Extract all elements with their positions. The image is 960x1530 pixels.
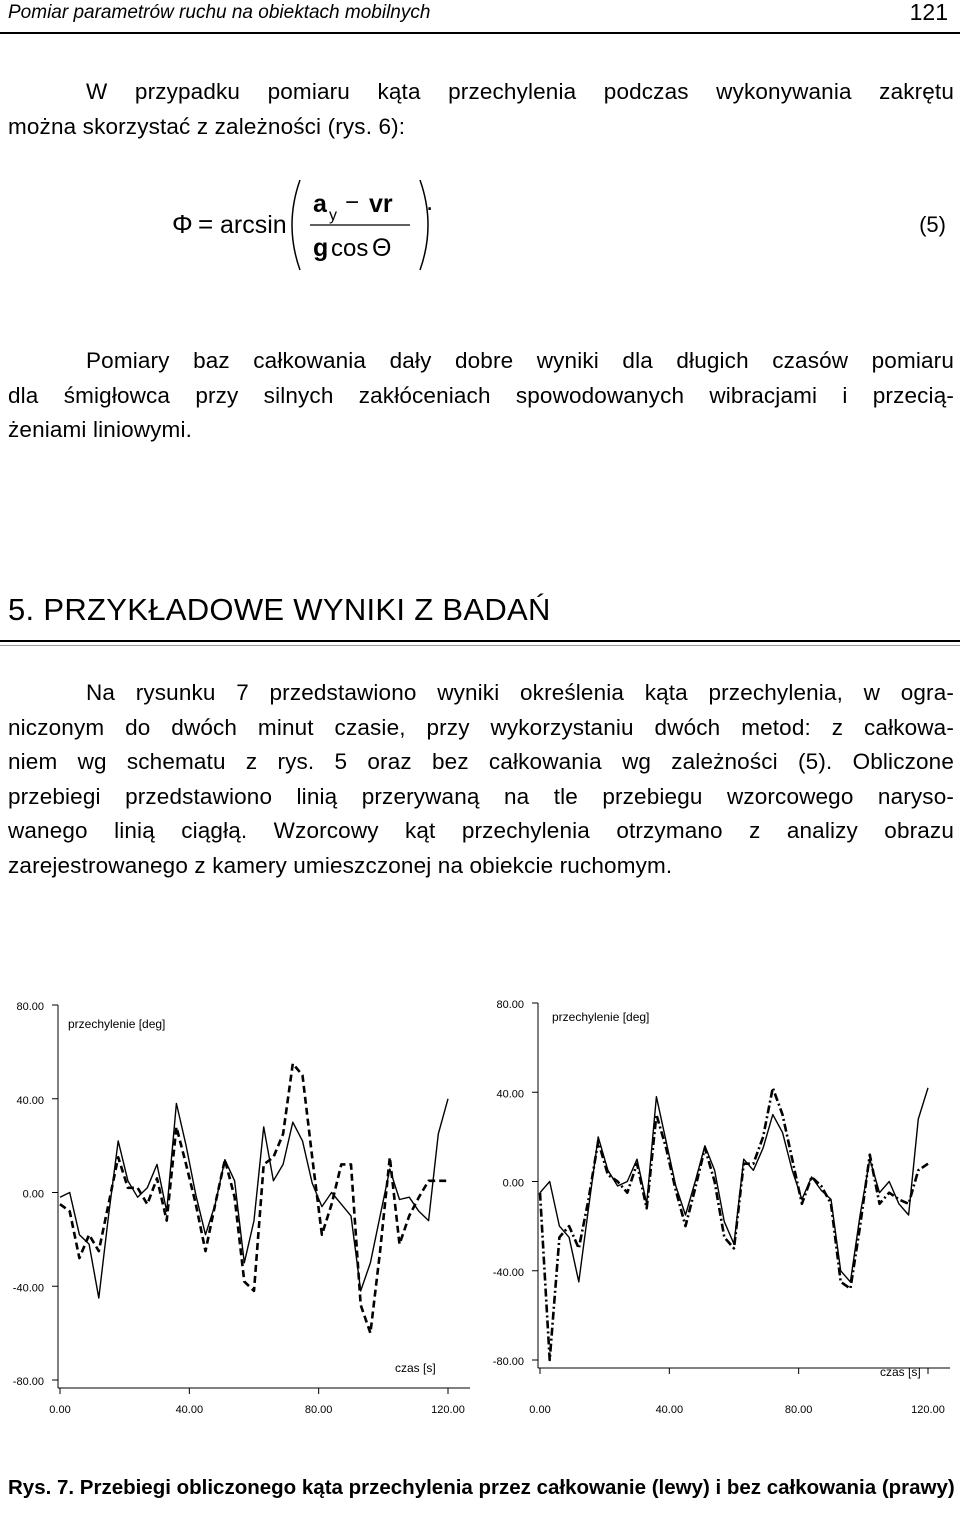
section-title: 5. PRZYKŁADOWE WYNIKI Z BADAŃ bbox=[8, 592, 551, 627]
text-line: żeniami liniowymi. bbox=[8, 417, 192, 443]
y-tick-label: 0.00 bbox=[502, 1177, 524, 1190]
chart-left-svg bbox=[0, 985, 480, 1425]
text-line: niem wg schematu z rys. 5 oraz bez całkowania wg zależności (5). Obliczone bbox=[8, 749, 954, 775]
equation-func: arcsin bbox=[220, 211, 287, 239]
intro-paragraph bbox=[8, 75, 954, 144]
equation-equals: = bbox=[198, 209, 214, 239]
text-line: Na rysunku 7 przedstawiono wyniki określenia kąta przechylenia, w ogra- bbox=[86, 680, 954, 705]
page-header bbox=[0, 0, 960, 34]
equation-den-cos: cos bbox=[331, 235, 369, 262]
equation-lhs: Φ bbox=[172, 209, 193, 239]
equation-formula bbox=[0, 170, 960, 280]
x-tick-label: 80.00 bbox=[304, 1404, 333, 1416]
y-tick-label: -40.00 bbox=[12, 1282, 44, 1295]
y-axis-label: przechylenie [deg] bbox=[552, 1010, 650, 1024]
text-line: dla śmigłowca przy silnych zakłóceniach spowodowanych wibracjami i przecią- bbox=[8, 382, 954, 408]
x-tick-label: 0.00 bbox=[529, 1404, 551, 1416]
y-tick-label: 80.00 bbox=[496, 999, 524, 1011]
x-tick-label: 40.00 bbox=[175, 1404, 204, 1416]
paragraph-2 bbox=[8, 676, 954, 884]
x-tick-label: 40.00 bbox=[655, 1404, 684, 1416]
text-line: przebiegi przedstawiono linią przerywaną na tle przebiegu wzorcowego naryso- bbox=[8, 783, 954, 809]
header-rule bbox=[0, 32, 960, 34]
text-line: wanego linią ciągłą. Wzorcowy kąt przechylenia otrzymano z analizy obrazu bbox=[8, 818, 954, 844]
equation-num-vr: vr bbox=[369, 190, 393, 218]
y-tick-label: 40.00 bbox=[496, 1088, 524, 1101]
y-tick-label: 0.00 bbox=[22, 1188, 44, 1201]
x-tick-label: 120.00 bbox=[431, 1404, 465, 1416]
equation-den-g: g bbox=[313, 234, 329, 262]
chart-right-svg bbox=[480, 985, 960, 1425]
y-tick-label: -40.00 bbox=[492, 1266, 524, 1279]
equation-5 bbox=[0, 170, 960, 280]
text-line: niczonym do dwóch minut czasie, przy wykorzystaniu dwóch metod: z całkowa- bbox=[8, 714, 954, 740]
text-line: W przypadku pomiaru kąta przechylenia podczas wykonywania zakrętu bbox=[86, 79, 954, 104]
x-tick-label: 120.00 bbox=[911, 1404, 945, 1416]
y-axis-label: przechylenie [deg] bbox=[68, 1017, 166, 1031]
series-line-solid bbox=[60, 1099, 448, 1298]
equation-num-a: a bbox=[313, 190, 327, 218]
series-line-dashed bbox=[60, 1064, 448, 1334]
text-line: Pomiary baz całkowania dały dobre wyniki dla długich czasów pomiaru bbox=[86, 348, 954, 373]
y-tick-label: 40.00 bbox=[16, 1094, 44, 1107]
text-line: zarejestrowanego z kamery umieszczonej na obiekcie ruchomym. bbox=[8, 852, 673, 878]
x-axis-label: czas [s] bbox=[395, 1361, 436, 1375]
y-tick-label: 80.00 bbox=[16, 1001, 44, 1013]
equation-den-theta: Θ bbox=[372, 234, 392, 262]
left-paren bbox=[292, 180, 300, 270]
x-axis-label: czas [s] bbox=[880, 1365, 921, 1379]
y-tick-label: -80.00 bbox=[12, 1376, 44, 1388]
paragraph-1 bbox=[8, 344, 954, 448]
section-rule bbox=[0, 640, 960, 642]
figure-caption: Rys. 7. Przebiegi obliczonego kąta przechylenia przez całkowanie (lewy) i bez całkowania (prawy) bbox=[8, 1476, 955, 1499]
equation-dot: . bbox=[426, 186, 434, 216]
series-line-dash-dot bbox=[540, 1088, 928, 1360]
equation-minus: − bbox=[345, 189, 360, 216]
text-line: można skorzystać z zależności (rys. 6): bbox=[8, 113, 406, 139]
section-rule-shadow bbox=[0, 645, 960, 646]
x-tick-label: 80.00 bbox=[784, 1404, 813, 1416]
equation-number: (5) bbox=[919, 212, 946, 237]
chart-right bbox=[480, 985, 960, 1425]
x-tick-label: 0.00 bbox=[49, 1404, 71, 1416]
equation-num-sub: y bbox=[329, 207, 337, 224]
chart-left bbox=[0, 985, 480, 1425]
running-head: Pomiar parametrów ruchu na obiektach mobilnych bbox=[8, 2, 431, 23]
page-number: 121 bbox=[909, 0, 948, 25]
y-tick-label: -80.00 bbox=[492, 1356, 524, 1368]
series-line-solid bbox=[540, 1088, 928, 1282]
